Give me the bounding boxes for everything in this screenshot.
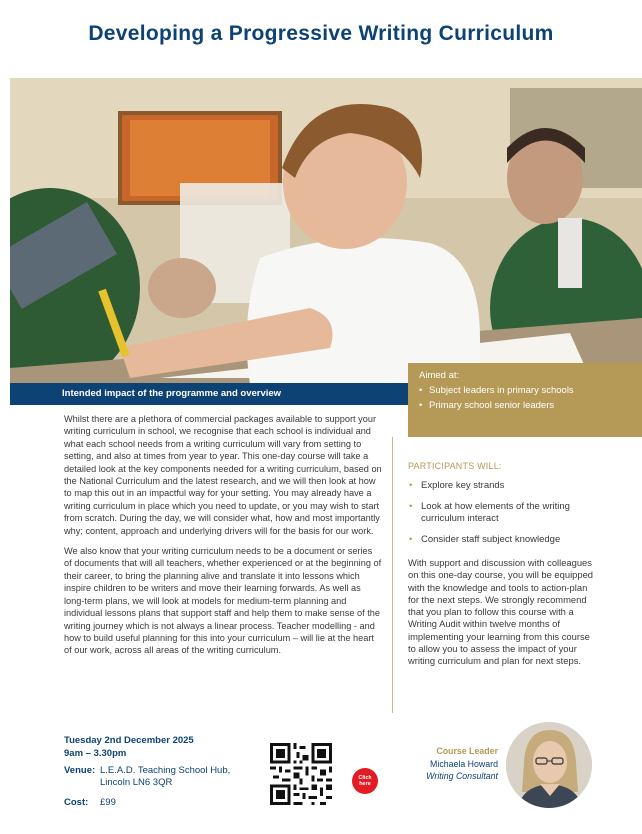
overview-paragraph: Whilst there are a plethora of commercial packages available to support your writing curriculum in school, we recognise that each school is individual and what each school needs from a writing curriculum will vary from setting to setting, and also at times from year to year. This one-day course will take a detailed look at the key components needed for a writing curriculum, based on the National Curriculum and the latest research, and we will then look at how to map this out in an impactful way for your setting. You may already have a writing curriculum in place which you need to update, or you may wish to start from scratch. During the day, we will consider what, how and most importantly why; content, approach and underlying drivers will for the basis for our work. <box>64 414 382 536</box>
click-here-button[interactable] <box>352 768 378 794</box>
venue-line: L.E.A.D. Teaching School Hub, <box>100 765 231 776</box>
participants-list <box>408 480 608 546</box>
participants-item: • Explore key strands <box>408 480 608 493</box>
hero-photo <box>10 78 642 384</box>
classroom-illustration <box>10 78 642 384</box>
leader-name: Michaela Howard <box>430 759 498 769</box>
column-divider <box>392 437 393 713</box>
course-date: Tuesday 2nd December 2025 <box>64 735 194 746</box>
overview-paragraph: We also know that your writing curriculum needs to be a document or series of documents that will all teachers, whether experienced or at the beginning of their career, to bring the planning alive and translate it into lessons which inspire children to be writers and move their learning forwards. As well as long-term plans, we will look at models for medium-term planning and individual lessons plans that support staff and help them to make sense of the writing journey which is not always a linear process. Teacher modelling - and how to build useful planning for this into your curriculum – will lie at the heart of our work, across all areas of the writing curriculum. <box>64 546 382 656</box>
click-line: here <box>359 781 371 787</box>
participants-section <box>408 461 608 554</box>
participants-item: • Consider staff subject knowledge <box>408 534 608 547</box>
aimed-at-item: • Primary school senior leaders <box>419 400 632 411</box>
leader-role: Writing Consultant <box>426 771 498 781</box>
aimed-at-heading: Aimed at: <box>419 370 460 381</box>
venue-row <box>64 765 264 789</box>
qr-code-icon[interactable] <box>270 743 332 805</box>
click-line: Click <box>358 775 372 781</box>
venue-line: Lincoln LN6 3QR <box>100 777 173 788</box>
participants-item: • Look at how elements of the writing curriculum interact <box>408 501 608 526</box>
page-title: Developing a Progressive Writing Curriculum <box>88 22 554 45</box>
venue-label: Venue: <box>64 765 96 776</box>
aimed-at-box <box>408 363 642 437</box>
course-leader <box>390 746 498 781</box>
overview-text <box>64 413 382 665</box>
leader-title: Course Leader <box>436 746 498 756</box>
click-here-label <box>358 775 371 787</box>
course-time: 9am – 3.30pm <box>64 748 127 759</box>
impact-heading-bar: Intended impact of the programme and overview <box>10 383 408 405</box>
cost-row <box>64 797 264 809</box>
course-details <box>64 735 264 809</box>
leader-portrait <box>506 722 592 808</box>
participants-heading: PARTICIPANTS WILL: <box>408 461 502 471</box>
aimed-at-item: • Subject leaders in primary schools <box>419 385 632 396</box>
cost-value: £99 <box>100 797 116 808</box>
aimed-at-list <box>419 385 632 411</box>
support-text: With support and discussion with colleagues on this one-day course, you will be equipped with the knowledge and tools to action-plan for the next steps. We strongly recommend that you plan to follow this course with a Writing Audit within twelve months of implementing your learning from this course to allow you to assess the impact of your writing curriculum and plan for next steps. <box>408 557 594 667</box>
avatar <box>506 722 592 808</box>
venue-value <box>100 765 230 789</box>
cost-label: Cost: <box>64 797 89 808</box>
